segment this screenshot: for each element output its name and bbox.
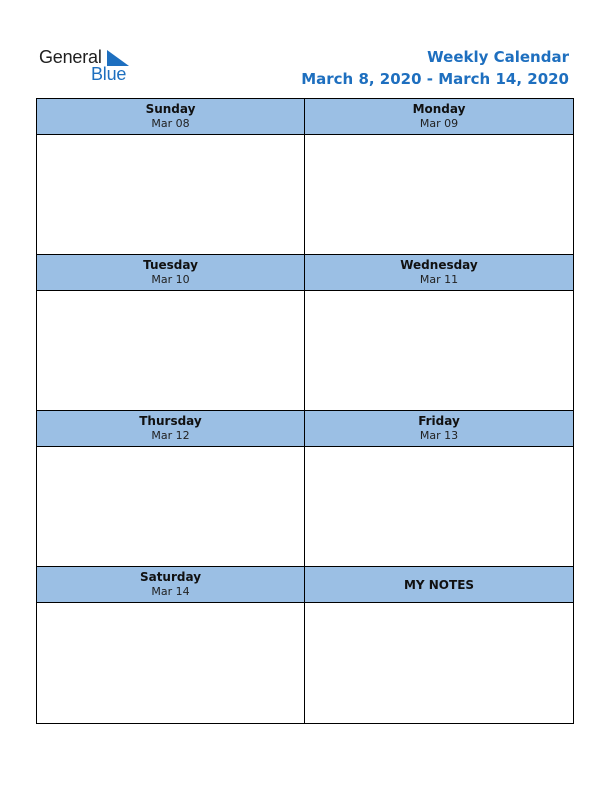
- day-body[interactable]: [305, 447, 573, 566]
- day-name: Wednesday: [400, 258, 478, 272]
- day-date: Mar 14: [151, 585, 190, 598]
- notes-body[interactable]: [305, 603, 573, 723]
- day-cell-wednesday: [305, 255, 573, 411]
- brand-logo: [39, 47, 139, 87]
- day-body[interactable]: [305, 135, 573, 254]
- notes-header: [305, 567, 573, 603]
- day-header: [37, 255, 304, 291]
- day-header: [37, 99, 304, 135]
- page-title: [301, 48, 569, 89]
- day-date: Mar 12: [151, 429, 190, 442]
- notes-title: MY NOTES: [403, 577, 475, 592]
- day-header: [37, 411, 304, 447]
- day-body[interactable]: [305, 291, 573, 410]
- day-cell-tuesday: [37, 255, 305, 411]
- day-date: Mar 13: [419, 429, 459, 442]
- day-name: Saturday: [139, 570, 202, 584]
- day-cell-friday: [305, 411, 573, 567]
- date-range: March 8, 2020 - March 14, 2020: [301, 70, 569, 88]
- notes-cell: [305, 567, 573, 723]
- week-grid: [36, 98, 574, 724]
- day-name: Thursday: [139, 414, 202, 428]
- day-cell-monday: [305, 99, 573, 255]
- day-header: [305, 99, 573, 135]
- day-date: Mar 09: [419, 117, 459, 130]
- day-name: Tuesday: [143, 258, 198, 272]
- day-header: [305, 255, 573, 291]
- day-body[interactable]: [37, 135, 304, 254]
- logo-text-blue: Blue: [91, 64, 127, 84]
- day-name: Monday: [412, 102, 466, 116]
- day-header: [305, 411, 573, 447]
- day-date: Mar 11: [419, 273, 459, 286]
- calendar-title: Weekly Calendar: [427, 48, 569, 66]
- day-body[interactable]: [37, 447, 304, 566]
- day-date: Mar 10: [151, 273, 190, 286]
- day-date: Mar 08: [151, 117, 190, 130]
- day-body[interactable]: [37, 603, 304, 723]
- day-body[interactable]: [37, 291, 304, 410]
- logo-text-general: General: [39, 47, 102, 67]
- day-cell-thursday: [37, 411, 305, 567]
- day-cell-sunday: [37, 99, 305, 255]
- day-name: Friday: [418, 414, 460, 428]
- day-cell-saturday: [37, 567, 305, 723]
- day-header: [37, 567, 304, 603]
- day-name: Sunday: [145, 102, 196, 116]
